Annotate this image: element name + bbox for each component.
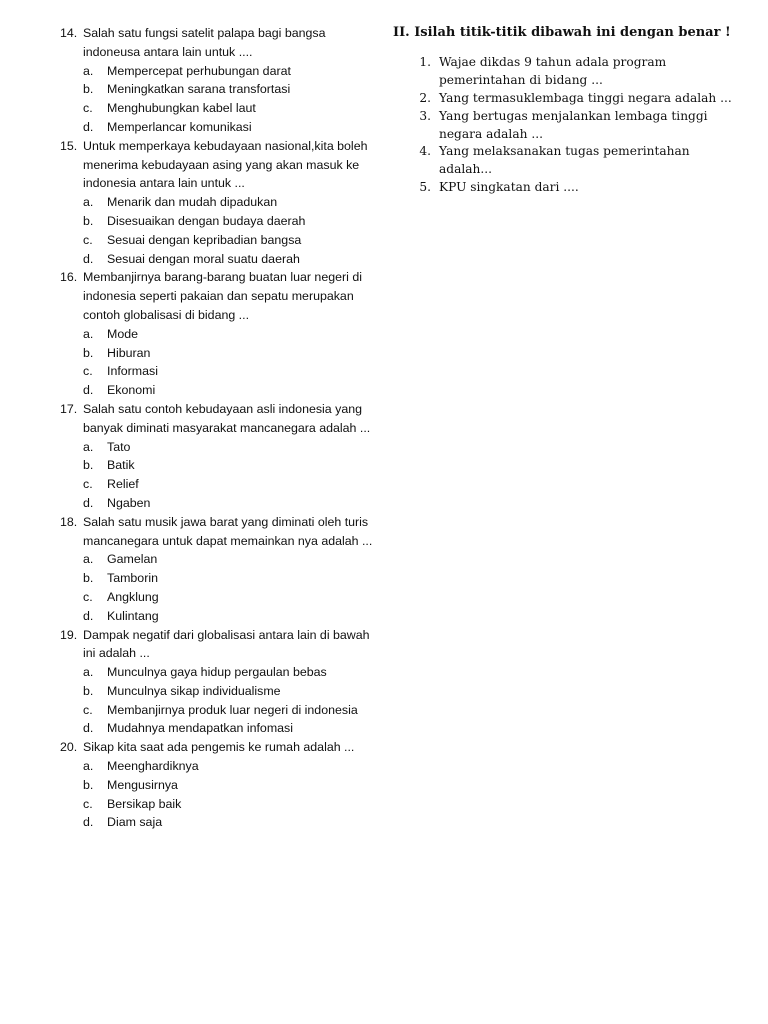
- option-letter: d.: [83, 721, 94, 736]
- option-text: Sesuai dengan kepribadian bangsa: [107, 232, 302, 247]
- question-text: Membanjirnya barang-barang buatan luar negeri di indonesia seperti pakaian dan sepatu merupakan contoh globalisasi di bidang ...: [83, 270, 362, 322]
- option-letter: a.: [83, 439, 94, 454]
- option-letter: b.: [83, 82, 94, 97]
- option-b: [60, 456, 380, 475]
- option-text: Meningkatkan sarana transfortasi: [107, 82, 291, 97]
- question-text: Salah satu contoh kebudayaan asli indonesia yang banyak diminati masyarakat mancanegara adalah ...: [83, 401, 371, 435]
- option-text: Munculnya sikap individualisme: [107, 683, 281, 698]
- item-text: Yang bertugas menjalankan lembaga tinggi negara adalah ...: [439, 108, 708, 141]
- option-d: [60, 607, 380, 626]
- option-letter: c.: [83, 702, 93, 717]
- option-letter: d.: [83, 383, 94, 398]
- option-text: Ngaben: [107, 495, 151, 510]
- question-number: 14.: [60, 26, 78, 40]
- option-text: Mode: [107, 326, 138, 341]
- option-text: Diam saja: [107, 815, 163, 830]
- question-20: [60, 738, 380, 832]
- option-letter: b.: [83, 683, 94, 698]
- option-a: [60, 550, 380, 569]
- fill-in-section: [393, 24, 733, 197]
- option-a: [60, 757, 380, 776]
- question-19: [60, 626, 380, 739]
- question-number: 15.: [60, 138, 78, 153]
- option-text: Batik: [107, 458, 135, 473]
- option-a: [60, 663, 380, 682]
- option-d: [60, 118, 380, 137]
- item-number: 5.: [419, 180, 431, 195]
- option-letter: d.: [83, 495, 94, 510]
- question-text: Dampak negatif dari globalisasi antara lain di bawah ini adalah ...: [83, 627, 370, 661]
- option-d: [60, 381, 380, 400]
- option-c: [60, 795, 380, 814]
- option-text: Mengusirnya: [107, 777, 178, 792]
- option-letter: a.: [83, 326, 94, 341]
- option-text: Bersikap baik: [107, 796, 182, 811]
- option-letter: c.: [83, 589, 93, 604]
- option-text: Gamelan: [107, 552, 158, 567]
- option-letter: a.: [83, 759, 94, 774]
- fill-item-4: [393, 143, 733, 179]
- option-text: Ekonomi: [107, 383, 156, 398]
- option-letter: b.: [83, 777, 94, 792]
- option-c: [60, 701, 380, 720]
- option-letter: b.: [83, 345, 94, 360]
- option-letter: d.: [83, 251, 94, 266]
- item-number: 1.: [419, 54, 431, 69]
- item-number: 2.: [419, 90, 431, 105]
- question-number: 16.: [60, 270, 78, 285]
- option-a: [60, 325, 380, 344]
- option-letter: d.: [83, 815, 94, 830]
- option-d: [60, 813, 380, 832]
- option-a: [60, 438, 380, 457]
- question-number: 20.: [60, 740, 78, 755]
- option-text: Menarik dan mudah dipadukan: [107, 195, 278, 210]
- option-letter: a.: [83, 195, 94, 210]
- option-text: Memperlancar komunikasi: [107, 119, 252, 134]
- question-text: Salah satu musik jawa barat yang diminati oleh turis mancanegara untuk dapat memainkan nya adalah ...: [83, 514, 373, 548]
- question-16: [60, 268, 380, 400]
- question-number: 17.: [60, 401, 78, 416]
- question-text: Untuk memperkaya kebudayaan nasional,kita boleh menerima kebudayaan asing yang akan masuk ke indonesia antara lain untuk ...: [83, 138, 368, 191]
- option-text: Mempercepat perhubungan darat: [107, 63, 291, 78]
- option-text: Angklung: [107, 589, 159, 604]
- question-18: [60, 513, 380, 626]
- option-text: Mudahnya mendapatkan infomasi: [107, 721, 293, 736]
- question-15: [60, 137, 380, 269]
- option-d: [60, 494, 380, 513]
- option-text: Menghubungkan kabel laut: [107, 101, 256, 116]
- fill-item-2: [393, 90, 733, 108]
- fill-item-3: [393, 108, 733, 144]
- item-number: 4.: [419, 144, 431, 159]
- option-letter: c.: [83, 232, 93, 247]
- option-text: Disesuaikan dengan budaya daerah: [107, 213, 306, 228]
- question-17: [60, 400, 380, 513]
- option-text: Kulintang: [107, 608, 159, 623]
- option-text: Munculnya gaya hidup pergaulan bebas: [107, 665, 327, 680]
- option-letter: b.: [83, 458, 94, 473]
- option-a: [60, 62, 380, 81]
- option-b: [60, 344, 380, 363]
- question-14: [60, 24, 380, 137]
- option-b: [60, 682, 380, 701]
- option-text: Hiburan: [107, 345, 151, 360]
- item-text: Yang termasuklembaga tinggi negara adalah ...: [439, 90, 732, 105]
- option-c: [60, 475, 380, 494]
- option-text: Tamborin: [107, 571, 158, 586]
- option-letter: a.: [83, 665, 94, 680]
- option-b: [60, 776, 380, 795]
- option-a: [60, 193, 380, 212]
- option-c: [60, 231, 380, 250]
- option-c: [60, 99, 380, 118]
- option-text: Membanjirnya produk luar negeri di indonesia: [107, 702, 358, 717]
- question-number: 19.: [60, 627, 78, 642]
- question-number: 18.: [60, 514, 78, 529]
- option-text: Relief: [107, 477, 139, 492]
- option-b: [60, 212, 380, 231]
- fill-item-1: [393, 54, 733, 90]
- option-letter: c.: [83, 364, 93, 379]
- option-letter: b.: [83, 571, 94, 586]
- option-text: Informasi: [107, 364, 158, 379]
- option-b: [60, 569, 380, 588]
- option-text: Tato: [107, 439, 131, 454]
- item-text: Wajae dikdas 9 tahun adala program pemerintahan di bidang ...: [439, 54, 667, 87]
- option-b: [60, 80, 380, 99]
- option-d: [60, 719, 380, 738]
- option-c: [60, 362, 380, 381]
- option-letter: b.: [83, 213, 94, 228]
- item-number: 3.: [419, 108, 431, 123]
- item-text: Yang melaksanakan tugas pemerintahan adalah...: [439, 144, 690, 177]
- option-letter: c.: [83, 796, 93, 811]
- option-text: Meenghardiknya: [107, 759, 199, 774]
- option-letter: a.: [83, 552, 94, 567]
- item-text: KPU singkatan dari ....: [439, 180, 579, 195]
- option-letter: d.: [83, 119, 94, 134]
- question-text: Salah satu fungsi satelit palapa bagi bangsa indoneusa antara lain untuk ....: [83, 26, 326, 59]
- option-letter: a.: [83, 63, 94, 78]
- section-title: II. Isilah titik-titik dibawah ini dengan benar !: [393, 25, 731, 40]
- option-letter: c.: [83, 101, 93, 116]
- option-text: Sesuai dengan moral suatu daerah: [107, 251, 300, 266]
- fill-item-5: [393, 179, 733, 197]
- option-letter: c.: [83, 477, 93, 492]
- multiple-choice-section: [60, 24, 380, 832]
- option-c: [60, 588, 380, 607]
- option-letter: d.: [83, 608, 94, 623]
- option-d: [60, 250, 380, 269]
- question-text: Sikap kita saat ada pengemis ke rumah adalah ...: [83, 740, 355, 755]
